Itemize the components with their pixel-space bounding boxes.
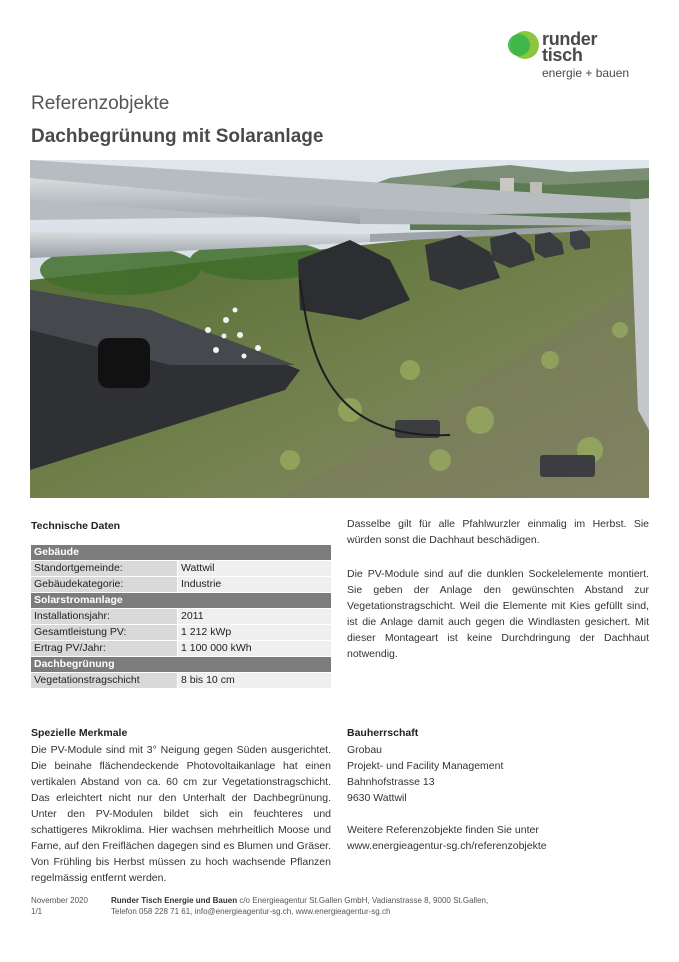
features-text: Die PV-Module sind mit 3° Neigung gegen Süden ausgerichtet. Die beinahe flächendeckende Photovoltaikanlage hat einen vertikalen Abstand von ca. 60 cm zur Vegetationstragschicht. Das erleichtert nicht nur den Unterhalt der Dachbegrünung. Unter den PV-Modulen bildet sich ein feuchteres und schattigeres Mikroklima. Hier wachsen mehrheitlich Moose und Farne, auf den Freiflächen dagegen sind es Blumen und Gräser. Von Frühling bis Herbst müssen zu hoch wachsende Pflanzen regelmässig entfernt werden.: [31, 744, 331, 884]
client-line: 9630 Wattwil: [347, 792, 407, 804]
client-line: Projekt- und Facility Management: [347, 760, 504, 772]
row-key: Installationsjahr:: [31, 609, 178, 625]
row-value: 8 bis 10 cm: [178, 673, 332, 689]
row-value: 1 212 kWp: [178, 625, 332, 641]
footer-organization: [111, 896, 488, 907]
page-kicker: Referenzobjekte: [31, 93, 170, 114]
group-title: Dachbegrünung: [31, 657, 331, 673]
logo-word-2: tisch: [542, 45, 583, 65]
row-value: 1 100 000 kWh: [178, 641, 332, 657]
paragraph-mounting: Die PV-Module sind auf die dunklen Sockelelemente montiert. Sie geben der Anlage den gewünschten Abstand zur Vegetationstragschicht. Weil die Elemente mit Kies gefüllt sind, ist die Anlage damit auch gegen die Windlasten gesichert. Mit dieser Montageart ist keine Durchdringung der Dachhaut notwendig.: [347, 568, 649, 660]
logo-circles-icon: [505, 28, 545, 68]
footer-org-name: Runder Tisch Energie und Bauen: [111, 896, 238, 905]
table-row: [31, 673, 331, 689]
client-address: [347, 742, 503, 806]
row-key: Standortgemeinde:: [31, 561, 178, 577]
rooftop-solar-photo: [30, 160, 649, 498]
footer-date: November 2020: [31, 896, 88, 905]
table-group-header: [31, 545, 331, 561]
client-heading: Bauherrschaft: [347, 727, 419, 739]
group-title: Solarstromanlage: [31, 593, 331, 609]
technical-data-table: [31, 545, 331, 689]
table-group-header: [31, 657, 331, 673]
features-heading: Spezielle Merkmale: [31, 727, 128, 739]
row-key: Gebäudekategorie:: [31, 577, 178, 593]
footer-contact: Telefon 058 228 71 61, info@energieagentur-sg.ch, www.energieagentur-sg.ch: [111, 906, 391, 916]
row-value: Industrie: [178, 577, 332, 593]
row-value: Wattwil: [178, 561, 332, 577]
table-row: [31, 577, 331, 593]
more-references-label: Weitere Referenzobjekte finden Sie unter: [347, 824, 539, 836]
logo-word-1: runder: [542, 29, 598, 49]
footer-page-number: 1/1: [31, 906, 43, 916]
page-title: Dachbegrünung mit Solaranlage: [31, 126, 324, 147]
row-key: Gesamtleistung PV:: [31, 625, 178, 641]
client-line: Bahnhofstrasse 13: [347, 776, 435, 788]
logo: [505, 28, 655, 88]
table-row: [31, 609, 331, 625]
row-value: 2011: [178, 609, 332, 625]
group-title: Gebäude: [31, 545, 331, 561]
photo-illustration: [30, 160, 649, 498]
client-line: Grobau: [347, 744, 383, 756]
logo-tagline: energie + bauen: [542, 66, 630, 80]
paragraph-roots: Dasselbe gilt für alle Pfahlwurzler einmalig im Herbst. Sie würden sonst die Dachhaut beschädigen.: [347, 518, 649, 546]
row-key: Vegetationstragschicht: [31, 673, 178, 689]
table-row: [31, 641, 331, 657]
table-row: [31, 561, 331, 577]
table-group-header: [31, 593, 331, 609]
footer-org-address: c/o Energieagentur St.Gallen GmbH, Vadianstrasse 8, 9000 St.Gallen,: [237, 896, 489, 905]
table-row: [31, 625, 331, 641]
row-key: Ertrag PV/Jahr:: [31, 641, 178, 657]
more-references-link[interactable]: www.energieagentur-sg.ch/referenzobjekte: [347, 840, 547, 852]
more-references: [347, 822, 547, 854]
technical-data-heading: Technische Daten: [31, 520, 121, 532]
